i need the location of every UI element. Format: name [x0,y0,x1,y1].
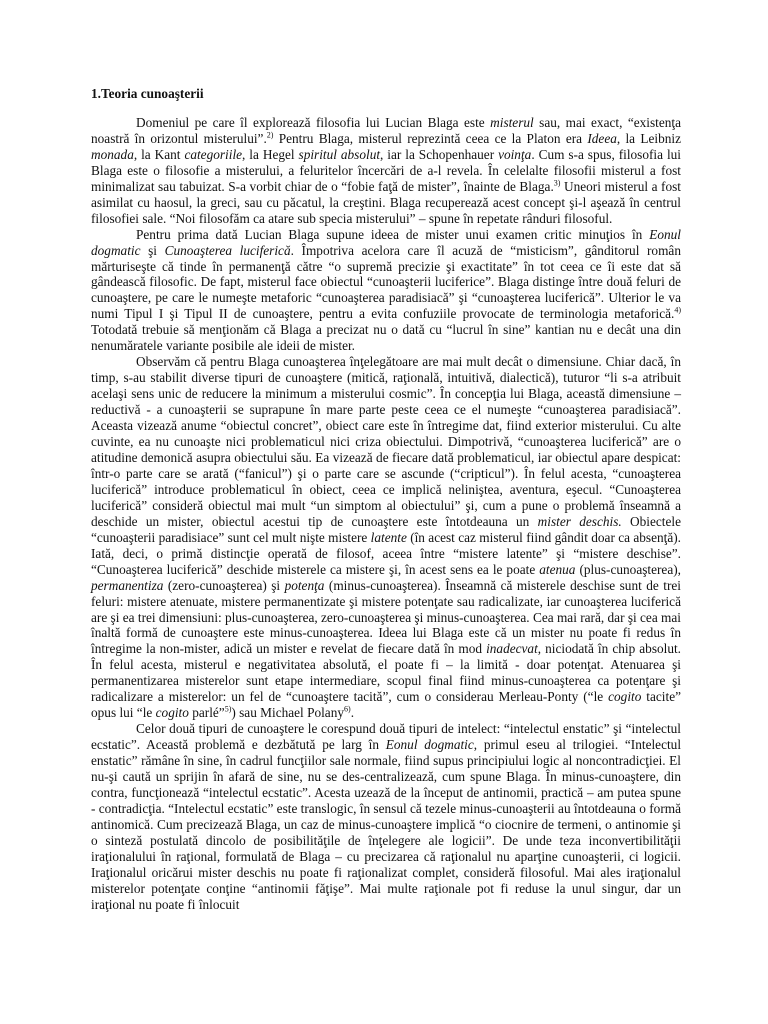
text-run: . Cum s-a spus, filosofia lui Blaga este o filosofie a misterului, a feluritelor încercări de a-l revela. În celelalte filosofii misterul a fost minimalizat sau tabuizat. S-a vorbit chiar de o “fobie faţă de mister”, înainte de Blaga. [91,146,681,194]
italic-text: categoriile [184,146,243,162]
italic-text: monada [91,146,134,162]
text-run: sau, mai exact, “existenţa noastră în orizontul misterului”. [91,114,681,146]
document-body [91,115,681,913]
text-run: Pentru Blaga, misterul reprezintă ceea ce la Platon era [273,130,588,146]
text-run: , iar la Schopenhauer [380,146,499,162]
italic-text: permanentiza [91,577,164,593]
section-heading: 1.Teoria cunoaşterii [91,86,204,101]
italic-text: potenţa [284,577,325,593]
text-run: Obiectele “cunoaşterii paradisiace” sunt cel mult nişte mistere [91,513,681,545]
footnote-marker: 3) [553,178,561,188]
italic-text: voinţa [498,146,532,162]
footnote-marker: 2) [266,130,274,140]
paragraph [91,115,681,227]
text-run: (în acest caz misterul fiind gândit doar ca absenţă). Iată, deci, o primă distincţie operată de filosof, aceea între “mistere latente” şi “mistere deschise”. “Cunoaşterea luciferică” deschide misterele ca mistere şi, în acest sens ea le poate [91,529,681,577]
text-run: (zero-cunoaşterea) şi [163,577,285,593]
italic-text: cogito [608,689,642,705]
italic-text: atenua [539,561,576,577]
text-run: . [350,705,355,721]
paragraph [91,354,681,721]
paragraph [91,227,681,355]
text-run: Uneori misterul a fost asimilat cu haosul, la greci, sau cu păcatul, la creştini. Blaga recuperează acest concept şi-l aşează în centrul filosofiei sale. “Noi filosofăm ca atare sub specia misterului” – spune în repetate rânduri filosoful. [91,178,681,226]
footnote-marker: 6) [344,704,351,714]
text-run: Pentru prima dată Lucian Blaga supune ideea de mister unui examen critic minuţios în [136,226,650,242]
italic-text: Eonul dogmatic [91,226,681,258]
text-run: Domeniul pe care îl explorează filosofia lui Lucian Blaga este [136,114,491,130]
italic-text: Cunoaşterea luciferică [164,242,291,258]
italic-text: spiritul absolut [298,146,381,162]
document-page [91,86,681,913]
paragraph [91,721,681,912]
footnote-marker: 4) [674,305,681,315]
text-run: , la Leibniz [616,130,681,146]
text-run: (minus-cunoaşterea). Înseamnă că misterele deschise sunt de trei feluri: mistere atenuate, mistere permanentizate şi mistere potenţate sau radicalizate, iar cunoaşterea luciferică are şi ea trei dimensiuni: plus-cunoaşterea, zero-cunoaşterea şi minus-cunoaşterea. Cea mai rară, dar şi cea mai înaltă formă de cunoaştere este minus-cunoaşterea. Ideea lui Blaga este că un mister nu poate fi redus în întregime la non-mister, adică un mister e revelat de fiecare dată în mod [91,577,681,657]
text-run: , niciodată în chip absolut. În felul acesta, misterul e negativitatea absolută, el poate fi – la limită - doar potenţat. Atenuarea şi permanentizarea misterelor sunt etape intermediare, scopul final fiind minus-cunoaşterea ca potenţare şi radicalizare a misterelor: un fel de “cunoaştere tacită”, cum o considerau Merleau-Ponty (“le [91,641,682,705]
italic-text: misterul [490,114,534,130]
text-run: Celor două tipuri de cunoaştere le corespund două tipuri de intelect: “intelectul enstatic” şi “intelectul ecstatic”. Această problemă e dezbătută pe larg în [91,721,681,753]
italic-text: inadecvat [486,641,538,657]
text-run: , la Hegel [242,146,299,162]
text-run: Totodată trebuie să menţionăm că Blaga a precizat nu o dată cu “lucrul în sine” kantian nu e decât una din nenumăratele variante posibile ale ideii de mister. [91,322,681,354]
text-run: tacite” opus lui “le [91,689,681,721]
italic-text: mister deschis. [537,513,622,529]
italic-text: cogito [155,705,189,721]
footnote-marker: 5) [224,704,232,714]
text-run: Observăm că pentru Blaga cunoaşterea înţelegătoare are mai mult decât o dimensiune. Chiar dacă, în timp, s-au stabilit diverse tipuri de cunoaştere (mitică, raţională, intuitivă, dialectică), tuturor “li s-a atribuit acelaşi sens unic de reducere la minimum a misterului cosmic”. În concepţia lui Blaga, această dimensiune – reductivă - a cunoaşterii se suprapune în mare parte peste ceea ce el numeşte “cunoaşterea paradisiacă”. Aceasta vizează anume “obiectul concret”, obiect care este în întregime dat, fiind exterior misterului. Cu alte cuvinte, ea nu cunoaşte nici problematicul nici criza obiectului. Dimpotrivă, “cunoaşterea luciferică” are o atitudine demonică asupra obiectului său. Ea vizează de fiecare dată problematicul, iar obiectul apare despicat: într-o parte care se arată (“fanicul”) şi o parte care se ascunde (“cripticul”). În felul acesta, “cunoaşterea luciferică” introduce problematicul în obiect, ceea ce implică neliniştea, aventura, eşecul. “Cunoaşterea luciferică” consideră obiectul mai mult “un simptom al obiectului” şi, cum a pune o problemă înseamnă a deschide un mister, obiectul acestui tip de cunoaştere este întotdeauna un [91,354,681,529]
text-run: , la Kant [133,146,185,162]
text-run: (plus-cunoaşterea), [575,561,681,577]
text-run: . Împotriva acelora care îl acuză de “misticism”, gânditorul român mărturiseşte că tinde în permanenţă către “o supremă precizie şi exactitate” în tot ceea ce îi este dat să gândească filosofic. De fapt, misterul face obiectul “cunoaşterii luciferice”. Blaga distinge între două feluri de cunoaştere, pe care le numeşte metaforic “cunoaşterea paradisiacă” şi “cunoaşterea luciferică”. Ulterior le va numi Tipul I şi Tipul II de cunoaştere, pentru a evita confuziile provocate de terminologia metaforică. [91,242,681,322]
italic-text: Ideea [587,130,617,146]
text-run: şi [140,242,165,258]
text-run: parlé” [188,705,225,721]
text-run: ) sau Michael Polany [231,705,345,721]
italic-text: Eonul dogmatic [385,737,474,753]
text-run: , primul eseu al trilogiei. “Intelectul enstatic” rămâne în sine, în cadrul funcţiilor sale normale, fiind supus principiului logic al noncontradicţiei. El nu-şi caută un sprijin în afară de sine, nu se des-centralizează, cum spune Blaga. În minus-cunoaştere, din contra, funcţionează “intelectul ecstatic”. Acesta uzează de la început de antinomii, practică – am putea spune - contradicţia. “Intelectul ecstatic” este translogic, în sensul că tezele minus-cunoaşterii au întotdeauna o formă antinomică. Cum precizează Blaga, un caz de minus-cunoaştere implică “o ciocnire de termeni, o antinomie şi o sinteză postulată dincolo de posibilităţile de înţelegere ale logicii”. De unde teza inconvertibilităţii iraţionalului în raţional, formulată de Blaga – cu precizarea că raţionalul nu aparţine cunoaşterii, ci logicii. Iraţionalul oricărui mister deschis nu poate fi raţionalizat complet, consideră filosoful. Mai ales iraţionalul misterelor potenţate conţine “antinomii făţişe”. Mai multe raţionale pot fi reduse la unul singur, dar un iraţional nu poate fi înlocuit [91,737,682,912]
italic-text: latente [370,529,407,545]
